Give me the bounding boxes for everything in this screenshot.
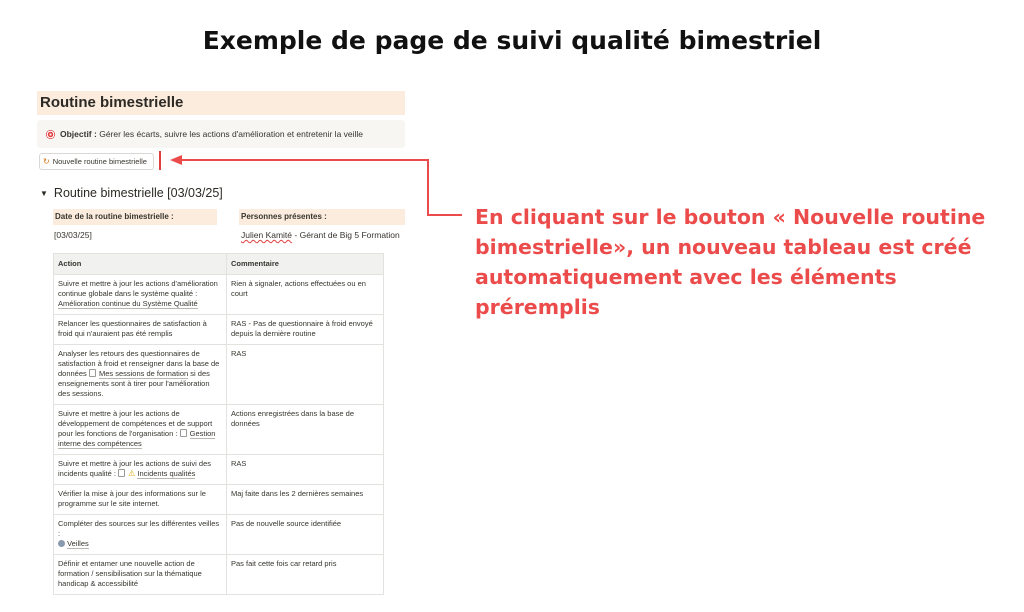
toggle-triangle-icon: ▼ — [40, 189, 48, 198]
page-icon — [180, 429, 187, 437]
comment-cell: Maj faite dans les 2 dernières semaines — [227, 485, 384, 515]
objective-callout — [37, 120, 405, 148]
table-row — [54, 275, 384, 315]
person-name: Julien Kamité — [241, 230, 293, 240]
page-link[interactable]: Incidents qualités — [137, 469, 196, 478]
action-cell — [54, 345, 227, 405]
people-label: Personnes présentes : — [239, 209, 405, 225]
column-header-comment: Commentaire — [227, 254, 384, 275]
arrow-head-icon — [170, 155, 182, 165]
comment-cell: Actions enregistrées dans la base de données — [227, 405, 384, 455]
action-cell: Relancer les questionnaires de satisfaction à froid qui n'auraient pas été remplis — [54, 315, 227, 345]
date-label: Date de la routine bimestrielle : — [53, 209, 217, 225]
page-caption: Exemple de page de suivi qualité bimestriel — [202, 26, 822, 55]
action-cell — [54, 405, 227, 455]
comment-cell: Rien à signaler, actions effectuées ou en court — [227, 275, 384, 315]
action-text: Analyser les retours des questionnaires de satisfaction à froid et renseigner dans la base de données — [58, 349, 220, 378]
action-text: Compléter des sources sur les différentes veilles : — [58, 519, 220, 538]
action-cell — [54, 275, 227, 315]
comment-cell: RAS — [227, 345, 384, 405]
table-row — [54, 555, 384, 595]
table-row — [54, 405, 384, 455]
veille-icon — [58, 540, 65, 547]
routine-toggle-title: Routine bimestrielle [03/03/25] — [53, 186, 223, 200]
page-icon — [89, 369, 96, 377]
action-text: si des enseignements sont à tirer pour l'amélioration des sessions. — [58, 369, 210, 398]
table-row — [54, 485, 384, 515]
action-cell — [54, 455, 227, 485]
page-link[interactable]: Amélioration continue du Système Qualité — [58, 299, 198, 308]
page-icon — [118, 469, 125, 477]
table-header-row — [54, 254, 384, 275]
column-header-action: Action — [54, 254, 227, 275]
page-link[interactable]: Gestion interne des compétences — [58, 429, 216, 448]
comment-cell: RAS - Pas de questionnaire à froid envoyé depuis la dernière routine — [227, 315, 384, 345]
table-row — [54, 315, 384, 345]
comment-cell: RAS — [227, 455, 384, 485]
new-routine-button[interactable] — [39, 153, 154, 170]
page-title: Routine bimestrielle — [37, 91, 405, 115]
table-row — [54, 515, 384, 555]
routine-toggle[interactable] — [40, 186, 223, 200]
new-routine-button-label: Nouvelle routine bimestrielle — [52, 157, 147, 166]
highlight-marker — [159, 151, 161, 170]
page-link[interactable]: Veilles — [67, 539, 89, 548]
page-link[interactable]: Mes sessions de formation — [98, 369, 189, 378]
comment-cell: Pas de nouvelle source identifiée — [227, 515, 384, 555]
person-role: - Gérant de Big 5 Formation — [292, 230, 400, 240]
action-text: Suivre et mettre à jour les actions d'amélioration continue globale dans le système qualité : — [58, 279, 218, 298]
table-row — [54, 345, 384, 405]
objective-label: Objectif : — [60, 129, 97, 139]
comment-cell: Pas fait cette fois car retard pris — [227, 555, 384, 595]
action-cell: Définir et entamer une nouvelle action de formation / sensibilisation sur la thématique handicap & accessibilité — [54, 555, 227, 595]
action-text: Suivre et mettre à jour les actions de développement de compétences et de support pour les fonctions de l'organisation : — [58, 409, 213, 438]
actions-table — [53, 253, 384, 595]
action-text: Suivre et mettre à jour les actions de suivi des incidents qualité : — [58, 459, 211, 478]
annotation-text: En cliquant sur le bouton « Nouvelle routine bimestrielle», un nouveau tableau est créé automatiquement avec les éléments préremplis — [475, 205, 986, 319]
refresh-icon: ↻ — [43, 157, 50, 166]
objective-text: Gérer les écarts, suivre les actions d'amélioration et entretenir la veille — [96, 129, 364, 139]
target-icon — [46, 130, 55, 139]
warning-icon: ⚠ — [128, 469, 136, 478]
table-row — [54, 455, 384, 485]
people-value — [241, 230, 400, 240]
action-cell — [54, 515, 227, 555]
date-value: [03/03/25] — [54, 230, 92, 240]
action-cell: Vérifier la mise à jour des informations sur le programme sur le site internet. — [54, 485, 227, 515]
